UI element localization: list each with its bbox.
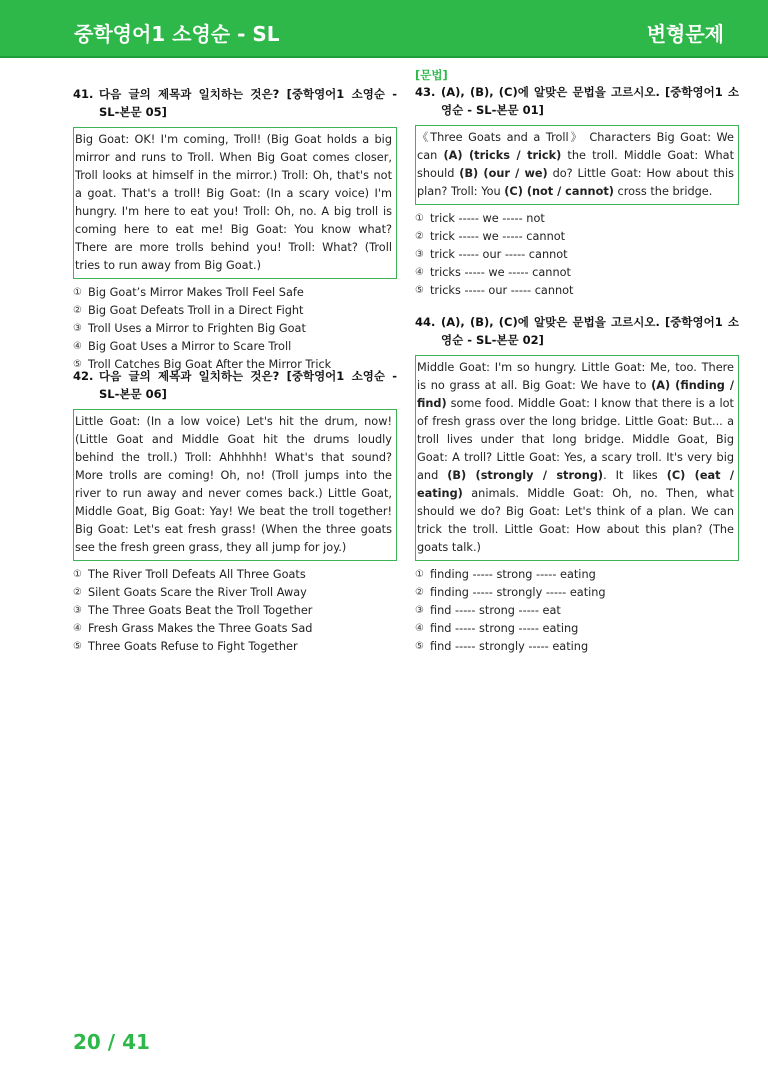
answer-options xyxy=(415,566,739,656)
blank-a: (A) (tricks / trick) xyxy=(443,149,562,162)
option-2[interactable] xyxy=(73,584,397,602)
passage-box xyxy=(73,127,397,279)
page-header xyxy=(0,0,768,58)
option-text: The River Troll Defeats All Three Goats xyxy=(88,568,306,581)
option-text: tricks ----- we ----- cannot xyxy=(430,266,571,279)
option-text: find ----- strong ----- eating xyxy=(430,622,579,635)
option-text: Troll Catches Big Goat After the Mirror Trick xyxy=(88,358,332,371)
answer-options xyxy=(73,566,397,656)
option-text: finding ----- strong ----- eating xyxy=(430,568,596,581)
option-text: finding ----- strongly ----- eating xyxy=(430,586,606,599)
passage-segment: . It likes xyxy=(603,469,667,482)
blank-c: (C) (not / cannot) xyxy=(504,185,614,198)
question-prompt xyxy=(73,367,397,403)
option-mark: ⑤ xyxy=(415,641,424,652)
option-mark: ③ xyxy=(73,605,82,616)
passage-text: Big Goat: OK! I'm coming, Troll! (Big Goat holds a big mirror and runs to Troll. When Big Goat comes closer, Troll looks at himself in the mirror.) Troll: Oh, that's not a goat. That's a troll! Big Goat: (In a scary voice) I'm hungry. I'm here to eat you! Troll: Oh, no. A big troll is coming here to eat me! Big Goat: You know what? There are more trolls behind you! Troll: What? (Troll tries to run away from Big Goat.) xyxy=(75,133,392,272)
passage-segment: 《Three Goats and a Troll》 Characters Big Goat: We can xyxy=(417,131,734,162)
option-mark: ④ xyxy=(73,341,82,352)
question-prompt xyxy=(415,313,739,349)
option-mark: ① xyxy=(73,287,82,298)
option-mark: ④ xyxy=(73,623,82,634)
passage-segment: animals. Middle Goat: Oh, no. Then, what should we do? Big Goat: Let's think of a plan. We can trick the troll. Little Goat: How about this plan? (The goats talk.) xyxy=(417,487,734,554)
option-4[interactable] xyxy=(73,620,397,638)
blank-c: (C) (eat / eating) xyxy=(417,469,734,500)
option-mark: ② xyxy=(415,587,424,598)
option-2[interactable] xyxy=(415,228,739,246)
question-text: 다음 글의 제목과 일치하는 것은? [중학영어1 소영순 - SL-본문 06] xyxy=(99,369,397,401)
question-43 xyxy=(415,67,739,300)
passage-segment: some food. Middle Goat: I know that there is a lot of fresh grass over the long bridge. Little Goat: But... a troll lives under that long bridge. Middle Goat, Big Goat: A troll? Little Goat: Yes, a scary troll. It's very big and xyxy=(417,397,734,482)
option-mark: ③ xyxy=(73,323,82,334)
blank-b: (B) (strongly / strong) xyxy=(447,469,604,482)
question-44 xyxy=(415,313,739,656)
option-text: Silent Goats Scare the River Troll Away xyxy=(88,586,307,599)
option-text: trick ----- our ----- cannot xyxy=(430,248,568,261)
option-2[interactable] xyxy=(73,302,397,320)
blank-a: (A) (finding / find) xyxy=(417,379,734,410)
option-3[interactable] xyxy=(73,602,397,620)
option-text: trick ----- we ----- not xyxy=(430,212,545,225)
question-prompt xyxy=(415,83,739,119)
passage-text xyxy=(416,129,734,201)
question-number: 41. xyxy=(73,87,94,101)
option-text: find ----- strong ----- eat xyxy=(430,604,561,617)
category-label: [문법] xyxy=(415,68,448,82)
option-1[interactable] xyxy=(73,566,397,584)
option-3[interactable] xyxy=(73,320,397,338)
option-5[interactable] xyxy=(73,638,397,656)
option-mark: ⑤ xyxy=(73,641,82,652)
question-42 xyxy=(73,367,397,656)
option-mark: ④ xyxy=(415,267,424,278)
passage-segment: cross the bridge. xyxy=(613,185,713,198)
passage-segment: do? Little Goat: How about this plan? Troll: You xyxy=(417,167,734,198)
option-2[interactable] xyxy=(415,584,739,602)
option-text: Fresh Grass Makes the Three Goats Sad xyxy=(88,622,313,635)
option-mark: ④ xyxy=(415,623,424,634)
option-text: Troll Uses a Mirror to Frighten Big Goat xyxy=(88,322,306,335)
option-3[interactable] xyxy=(415,602,739,620)
option-1[interactable] xyxy=(73,284,397,302)
page-number: 20 / 41 xyxy=(73,1030,150,1054)
option-text: tricks ----- our ----- cannot xyxy=(430,284,574,297)
option-mark: ① xyxy=(415,569,424,580)
option-text: Three Goats Refuse to Fight Together xyxy=(88,640,298,653)
option-mark: ⑤ xyxy=(415,285,424,296)
question-number: 44. xyxy=(415,315,436,329)
option-mark: ② xyxy=(73,305,82,316)
passage-segment: the troll. Middle Goat: What should xyxy=(417,149,734,180)
header-title: 중학영어1 소영순 - SL xyxy=(74,22,280,46)
passage-box xyxy=(73,409,397,561)
question-number: 42. xyxy=(73,369,94,383)
passage-box xyxy=(415,125,739,205)
blank-b: (B) (our / we) xyxy=(459,167,548,180)
option-text: The Three Goats Beat the Troll Together xyxy=(88,604,313,617)
option-3[interactable] xyxy=(415,246,739,264)
option-mark: ① xyxy=(73,569,82,580)
question-text: (A), (B), (C)에 알맞은 문법을 고르시오. [중학영어1 소영순 - SL-본문 02] xyxy=(441,315,739,347)
question-41 xyxy=(73,85,397,374)
passage-text xyxy=(416,359,734,557)
option-4[interactable] xyxy=(415,620,739,638)
option-mark: ② xyxy=(73,587,82,598)
passage-text: Little Goat: (In a low voice) Let's hit the drum, now! (Little Goat and Middle Goat hit the drums loudly behind the troll.) Troll: Ahhhhh! What's that sound? More trolls are coming! Oh, no! (Troll jumps into the river to run away and never comes back.) Little Goat, Middle Goat, Big Goat: Yay! We beat the troll together! Big Goat: Let's eat fresh grass! (When the three goats see the fresh green grass, they all jump for joy.) xyxy=(75,415,392,554)
option-4[interactable] xyxy=(73,338,397,356)
option-mark: ③ xyxy=(415,249,424,260)
option-mark: ⑤ xyxy=(73,359,82,370)
question-prompt xyxy=(73,85,397,121)
option-text: Big Goat Defeats Troll in a Direct Fight xyxy=(88,304,304,317)
option-text: find ----- strongly ----- eating xyxy=(430,640,589,653)
header-section-label: 변형문제 xyxy=(646,22,724,46)
question-number: 43. xyxy=(415,85,436,99)
passage-box xyxy=(415,355,739,561)
option-5[interactable] xyxy=(415,638,739,656)
option-1[interactable] xyxy=(415,566,739,584)
answer-options xyxy=(73,284,397,374)
answer-options xyxy=(415,210,739,300)
option-mark: ③ xyxy=(415,605,424,616)
option-mark: ② xyxy=(415,231,424,242)
option-1[interactable] xyxy=(415,210,739,228)
option-mark: ① xyxy=(415,213,424,224)
option-text: Big Goat’s Mirror Makes Troll Feel Safe xyxy=(88,286,304,299)
question-text: 다음 글의 제목과 일치하는 것은? [중학영어1 소영순 - SL-본문 05] xyxy=(99,87,397,119)
passage-segment: Middle Goat: I'm so hungry. Little Goat: Me, too. There is no grass at all. Big Goat: We have to xyxy=(417,361,734,392)
option-text: trick ----- we ----- cannot xyxy=(430,230,566,243)
option-text: Big Goat Uses a Mirror to Scare Troll xyxy=(88,340,292,353)
option-5[interactable] xyxy=(415,282,739,300)
option-4[interactable] xyxy=(415,264,739,282)
question-text: (A), (B), (C)에 알맞은 문법을 고르시오. [중학영어1 소영순 - SL-본문 01] xyxy=(441,85,739,117)
